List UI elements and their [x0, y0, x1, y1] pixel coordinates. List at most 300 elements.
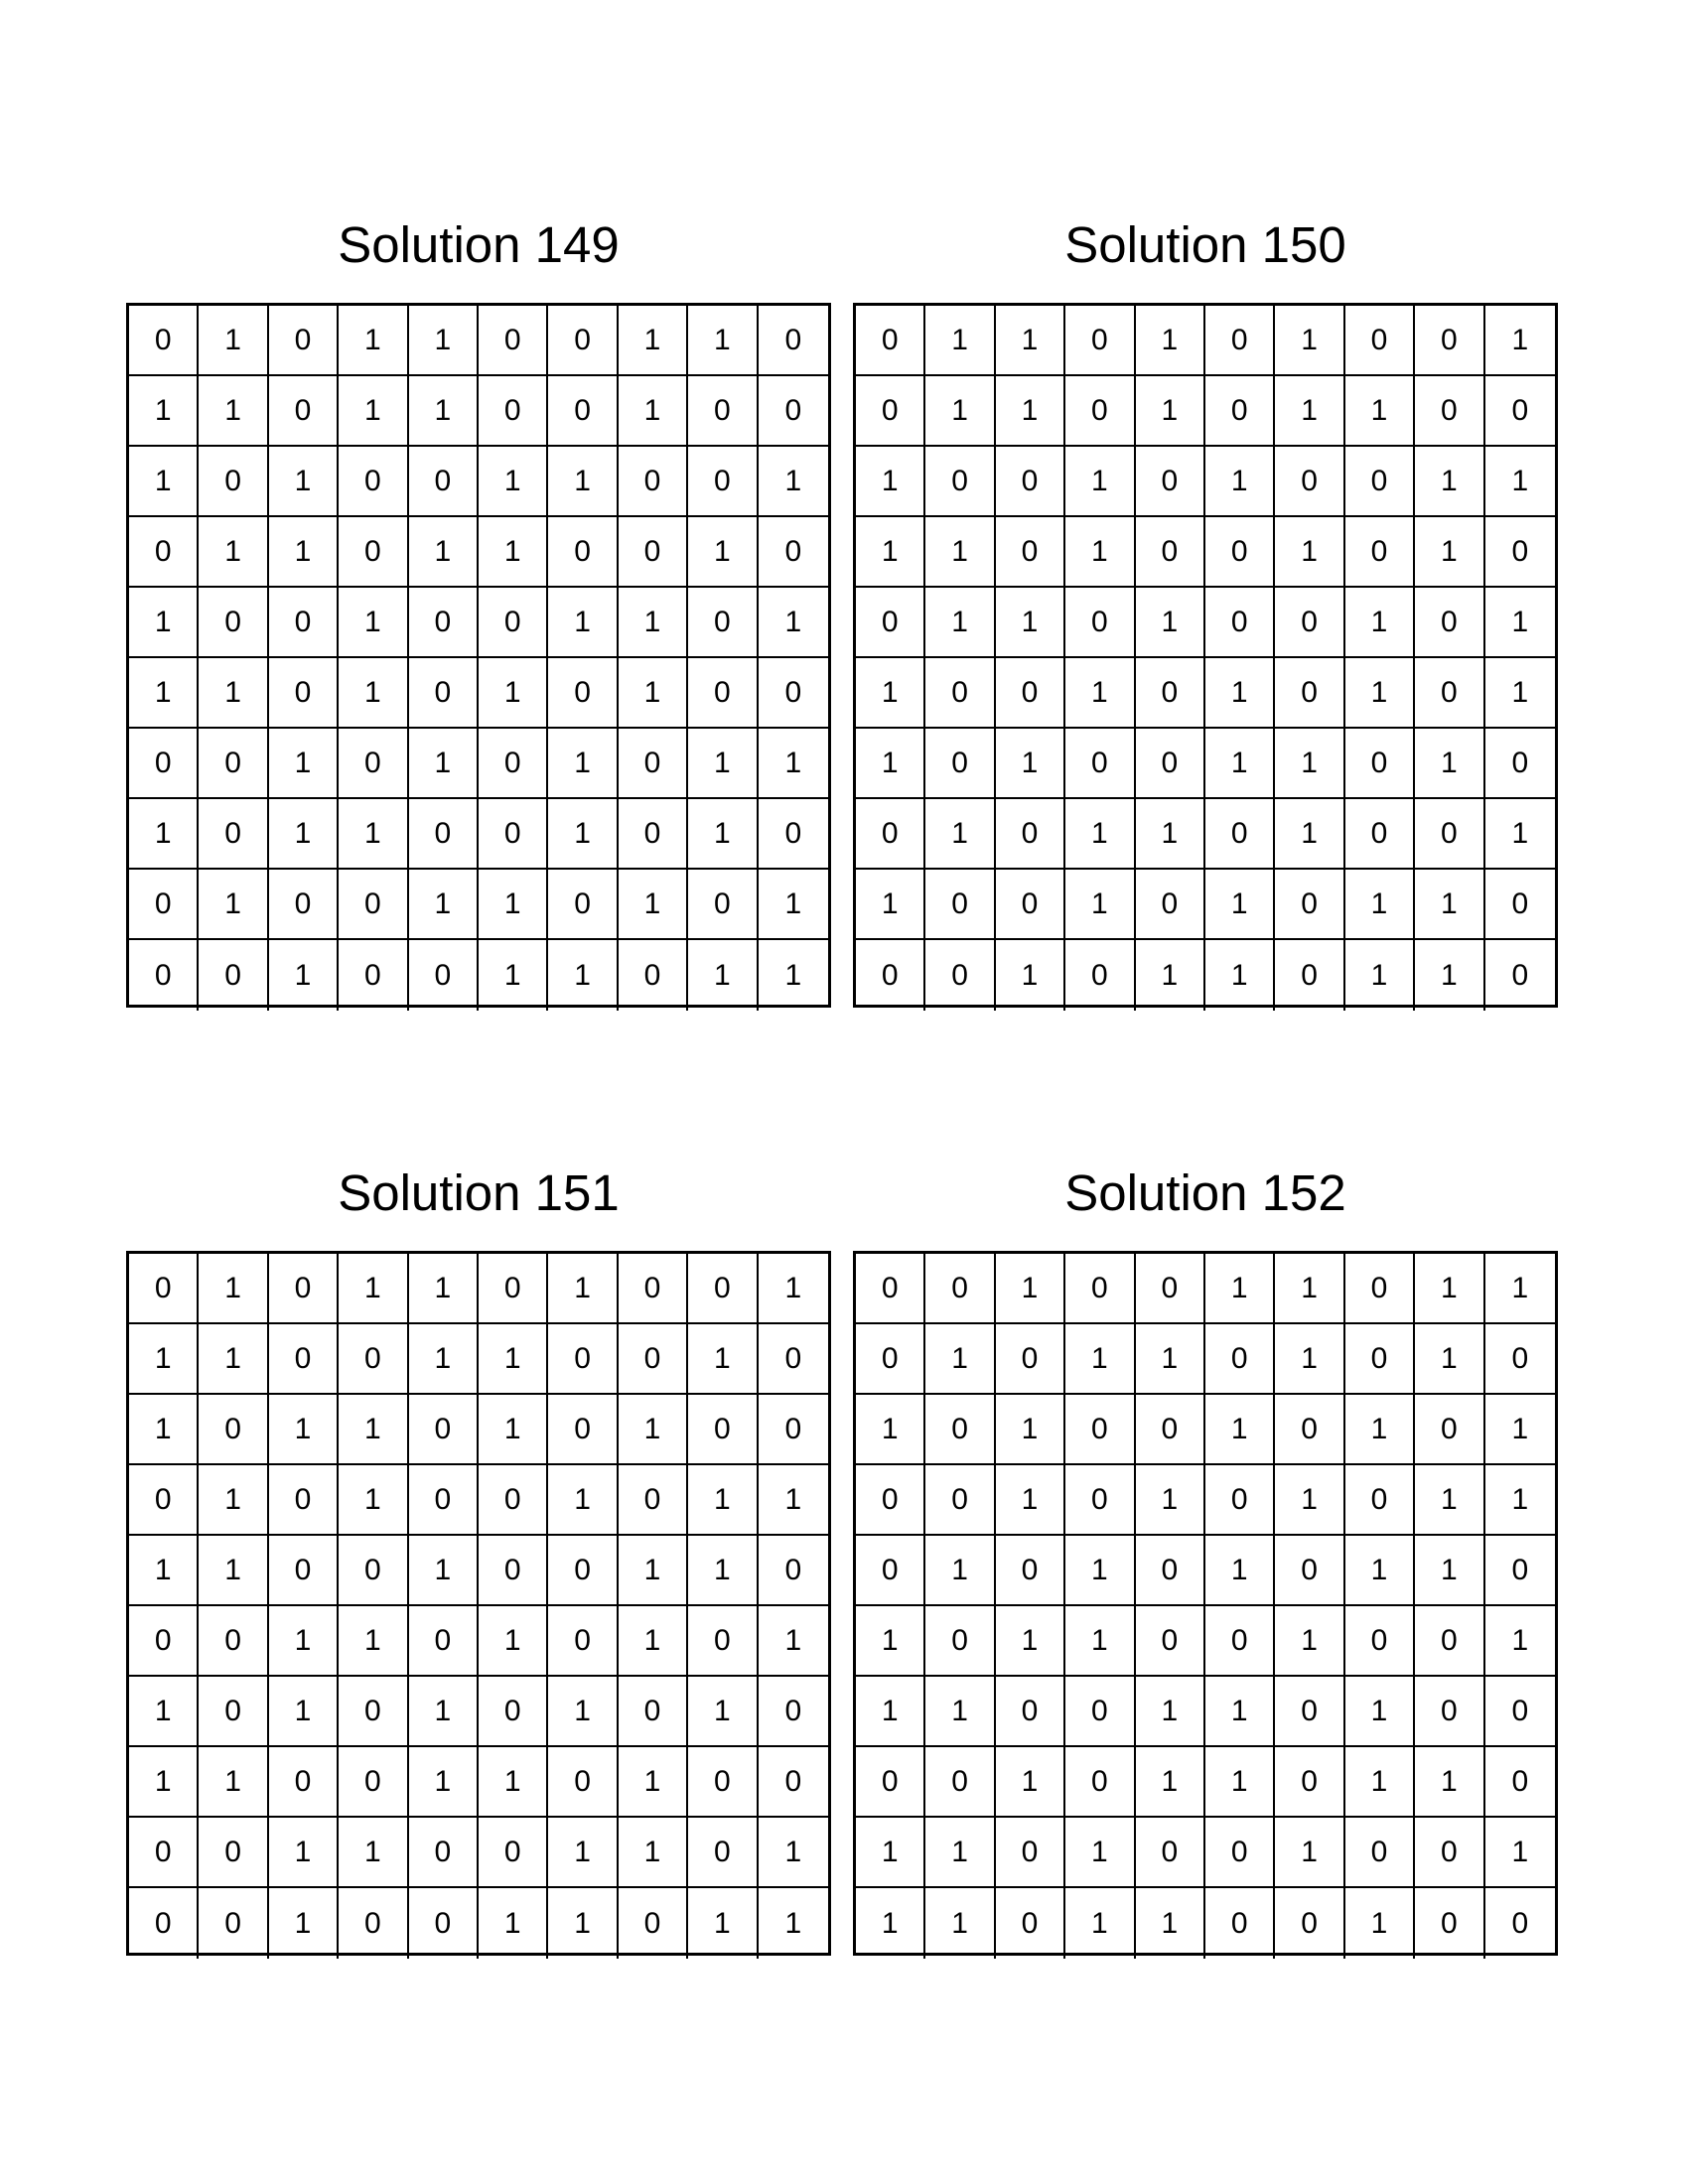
grid-cell: 1: [1275, 517, 1344, 588]
grid-cell: 1: [269, 1395, 339, 1465]
grid-cell: 0: [619, 940, 688, 1011]
grid-cell: 0: [129, 517, 199, 588]
grid-cell: 0: [479, 376, 548, 447]
grid-cell: 0: [856, 306, 925, 376]
puzzle-solution-150: [853, 213, 1558, 1008]
grid-cell: 0: [688, 1395, 758, 1465]
grid-cell: 0: [409, 1465, 479, 1536]
grid-cell: 0: [548, 1324, 618, 1395]
grid-cell: 0: [759, 376, 828, 447]
grid-cell: 0: [1136, 447, 1205, 517]
grid-cell: 0: [688, 1747, 758, 1818]
grid-cell: 0: [409, 1606, 479, 1677]
grid-cell: 1: [1136, 1324, 1205, 1395]
grid-cell: 0: [1485, 376, 1555, 447]
grid-cell: 0: [1345, 306, 1415, 376]
grid-cell: 1: [129, 447, 199, 517]
grid-cell: 1: [269, 940, 339, 1011]
grid-cell: 1: [1485, 658, 1555, 729]
grid-cell: 1: [548, 1465, 618, 1536]
grid-cell: 1: [856, 658, 925, 729]
grid-cell: 1: [339, 588, 408, 658]
grid-cell: 1: [856, 1606, 925, 1677]
grid-cell: 0: [1511, 1906, 1529, 1940]
grid-cell: 1: [1415, 1536, 1484, 1606]
grid-cell: 1: [759, 1254, 828, 1324]
grid-cell: 1: [129, 799, 199, 870]
grid-cell: 0: [129, 1888, 199, 1959]
grid-cell: 1: [1275, 1465, 1344, 1536]
grid-cell: 1: [129, 588, 199, 658]
grid-cell: 0: [409, 940, 479, 1011]
grid-cell: 1: [1415, 447, 1484, 517]
grid-cell: 1: [1345, 940, 1415, 1011]
grid-cell: 0: [1205, 376, 1275, 447]
grid-cell: 0: [925, 447, 995, 517]
grid-cell: 1: [759, 447, 828, 517]
grid-cell: 0: [925, 729, 995, 799]
grid-cell: 1: [548, 1254, 618, 1324]
grid-cell: 0: [1485, 1536, 1555, 1606]
grid-cell: 0: [1136, 1395, 1205, 1465]
grid-cell: 1: [548, 447, 618, 517]
grid-cell: 1: [409, 1254, 479, 1324]
grid-cell: 0: [1136, 517, 1205, 588]
grid-cell: 1: [1415, 729, 1484, 799]
grid-cell: 0: [339, 940, 408, 1011]
grid-cell: 0: [129, 306, 199, 376]
grid-cell: 1: [1205, 1395, 1275, 1465]
grid-cell: 1: [759, 1818, 828, 1888]
grid-cell: 1: [1136, 799, 1205, 870]
grid-cell: 0: [1485, 517, 1555, 588]
grid-cell: 0: [339, 517, 408, 588]
grid-cell: 0: [339, 1324, 408, 1395]
grid-cell: 1: [409, 1747, 479, 1818]
grid-cell: 1: [1275, 1818, 1344, 1888]
grid-cell: 1: [1136, 376, 1205, 447]
grid-cell: 1: [996, 306, 1065, 376]
grid-cell: 0: [759, 1677, 828, 1747]
grid-cell: 0: [129, 940, 199, 1011]
grid-cell: 1: [1205, 447, 1275, 517]
grid-cell: 1: [688, 1536, 758, 1606]
grid-cell: 1: [1345, 1888, 1415, 1959]
grid-cell: 1: [619, 1395, 688, 1465]
grid-cell: 0: [129, 1818, 199, 1888]
grid-cell: 1: [784, 1906, 802, 1940]
grid-cell: 1: [1485, 1818, 1555, 1888]
grid-cell: 0: [269, 658, 339, 729]
grid-cell: 1: [479, 1888, 548, 1959]
grid-cell: 0: [1415, 1606, 1484, 1677]
grid-cell: 0: [479, 1536, 548, 1606]
grid-cell: 0: [409, 1818, 479, 1888]
grid-cell: 0: [199, 588, 268, 658]
grid-cell: 0: [199, 1818, 268, 1888]
grid-cell: 1: [199, 1747, 268, 1818]
grid-cell: 1: [548, 1677, 618, 1747]
grid-cell: 0: [688, 588, 758, 658]
grid-cell: 1: [409, 870, 479, 940]
grid-cell: 0: [199, 799, 268, 870]
grid-cell: 0: [1345, 1606, 1415, 1677]
grid-cell: 0: [688, 1254, 758, 1324]
grid-cell: 1: [129, 1536, 199, 1606]
grid-cell: 0: [925, 1395, 995, 1465]
grid-cell: 0: [548, 376, 618, 447]
grid-cell: 1: [479, 1747, 548, 1818]
grid-cell: 0: [1065, 376, 1135, 447]
grid-cell: 1: [856, 870, 925, 940]
grid-cell: 1: [925, 1536, 995, 1606]
grid-cell: 0: [479, 306, 548, 376]
grid-cell: 0: [925, 658, 995, 729]
grid-cell: 0: [199, 1395, 268, 1465]
grid-cell: 0: [548, 1536, 618, 1606]
puzzle-grid: [853, 1251, 1558, 1956]
grid-cell: 1: [199, 1324, 268, 1395]
grid-cell: 0: [1275, 1677, 1344, 1747]
grid-cell: 0: [1136, 1606, 1205, 1677]
grid-cell: 0: [856, 588, 925, 658]
grid-cell: 0: [996, 517, 1065, 588]
grid-cell: 1: [479, 447, 548, 517]
grid-cell: 0: [996, 870, 1065, 940]
grid-cell: 0: [1275, 1536, 1344, 1606]
grid-cell: 1: [925, 799, 995, 870]
grid-cell: 1: [199, 1465, 268, 1536]
grid-cell: 1: [1065, 870, 1135, 940]
grid-cell: 0: [1415, 1395, 1484, 1465]
grid-cell: 1: [1136, 940, 1205, 1011]
grid-cell: 1: [129, 1677, 199, 1747]
grid-cell: 1: [856, 447, 925, 517]
grid-cell: 1: [759, 588, 828, 658]
grid-cell: 1: [548, 799, 618, 870]
grid-cell: 1: [339, 376, 408, 447]
grid-cell: 1: [1345, 588, 1415, 658]
grid-cell: 1: [339, 1254, 408, 1324]
grid-cell: 0: [548, 1606, 618, 1677]
grid-cell: 1: [1415, 1324, 1484, 1395]
grid-cell: 0: [996, 1888, 1065, 1959]
puzzle-title: Solution 151: [338, 1164, 620, 1221]
grid-cell: 0: [1136, 870, 1205, 940]
grid-cell: 0: [1485, 870, 1555, 940]
grid-cell: 0: [1275, 1888, 1344, 1959]
grid-cell: 0: [1275, 870, 1344, 940]
grid-cell: 1: [199, 1536, 268, 1606]
puzzle-solution-152: [853, 1161, 1558, 1956]
grid-cell: 1: [409, 729, 479, 799]
grid-cell: 0: [1485, 1747, 1555, 1818]
grid-cell: 0: [1415, 1677, 1484, 1747]
grid-cell: 1: [1065, 1536, 1135, 1606]
grid-cell: 1: [1415, 517, 1484, 588]
grid-cell: 1: [1065, 1606, 1135, 1677]
grid-cell: 0: [856, 940, 925, 1011]
grid-cell: 1: [688, 1324, 758, 1395]
grid-cell: 0: [759, 517, 828, 588]
grid-cell: 1: [996, 1465, 1065, 1536]
grid-cell: 0: [925, 1606, 995, 1677]
grid-cell: 0: [1485, 1677, 1555, 1747]
grid-cell: 1: [1485, 447, 1555, 517]
grid-cell: 1: [269, 447, 339, 517]
grid-cell: 1: [199, 658, 268, 729]
grid-cell: 0: [1065, 1395, 1135, 1465]
grid-cell: 1: [199, 306, 268, 376]
grid-cell: 0: [1205, 306, 1275, 376]
grid-cell: 0: [1345, 1254, 1415, 1324]
grid-cell: 0: [1275, 658, 1344, 729]
grid-cell: 1: [548, 940, 618, 1011]
puzzle-title: Solution 149: [338, 216, 620, 273]
grid-cell: 0: [856, 376, 925, 447]
grid-cell: 0: [688, 658, 758, 729]
grid-cell: 0: [479, 729, 548, 799]
grid-cell: 0: [548, 1747, 618, 1818]
grid-cell: 1: [1205, 658, 1275, 729]
grid-cell: 0: [759, 658, 828, 729]
grid-cell: 0: [1065, 1465, 1135, 1536]
grid-cell: 0: [1275, 588, 1344, 658]
grid-cell: 0: [1065, 729, 1135, 799]
grid-cell: 0: [925, 1747, 995, 1818]
grid-cell: 1: [688, 306, 758, 376]
grid-cell: 0: [759, 306, 828, 376]
grid-cell: 0: [1345, 1465, 1415, 1536]
grid-cell: 1: [925, 376, 995, 447]
grid-cell: 1: [269, 799, 339, 870]
grid-cell: 0: [996, 1677, 1065, 1747]
grid-cell: 0: [856, 1324, 925, 1395]
grid-cell: 1: [1275, 376, 1344, 447]
grid-cell: 1: [925, 1818, 995, 1888]
grid-cell: 1: [548, 729, 618, 799]
grid-cell: 1: [759, 1465, 828, 1536]
grid-cell: 0: [1511, 958, 1529, 992]
grid-cell: 1: [269, 729, 339, 799]
grid-cell: 1: [688, 1888, 758, 1959]
grid-cell: 0: [409, 799, 479, 870]
grid-cell: 1: [129, 376, 199, 447]
grid-cell: 1: [199, 1254, 268, 1324]
grid-cell: 0: [996, 1324, 1065, 1395]
grid-cell: 1: [619, 1747, 688, 1818]
grid-cell: 1: [856, 1677, 925, 1747]
grid-cell: 1: [925, 1677, 995, 1747]
grid-cell: 0: [269, 1254, 339, 1324]
grid-cell: 0: [1205, 1818, 1275, 1888]
grid-cell: 0: [688, 870, 758, 940]
grid-cell: 1: [1065, 799, 1135, 870]
grid-cell: 0: [1275, 940, 1344, 1011]
grid-cell: 1: [1485, 1606, 1555, 1677]
grid-cell: 1: [1205, 1254, 1275, 1324]
grid-cell: 1: [996, 588, 1065, 658]
grid-cell: 0: [1065, 306, 1135, 376]
puzzle-grid: [126, 1251, 831, 1956]
grid-cell: 0: [856, 1747, 925, 1818]
grid-cell: 1: [619, 306, 688, 376]
grid-cell: 0: [339, 1888, 408, 1959]
grid-cell: 0: [1136, 729, 1205, 799]
grid-cell: 0: [1275, 447, 1344, 517]
grid-cell: 1: [856, 1888, 925, 1959]
grid-cell: 0: [199, 940, 268, 1011]
grid-cell: 0: [1415, 1818, 1484, 1888]
grid-cell: 0: [409, 1888, 479, 1959]
grid-cell: 0: [1065, 588, 1135, 658]
grid-cell: 0: [688, 376, 758, 447]
grid-cell: 1: [925, 1324, 995, 1395]
grid-cell: 0: [269, 870, 339, 940]
grid-cell: 0: [269, 1324, 339, 1395]
grid-cell: 0: [996, 1536, 1065, 1606]
grid-cell: 1: [409, 1536, 479, 1606]
grid-cell: 1: [1345, 1747, 1415, 1818]
grid-cell: 1: [996, 1254, 1065, 1324]
grid-cell: 0: [548, 306, 618, 376]
grid-cell: 1: [925, 1888, 995, 1959]
grid-cell: 0: [688, 1606, 758, 1677]
grid-cell: 1: [1205, 1747, 1275, 1818]
grid-cell: 0: [1065, 1747, 1135, 1818]
grid-cell: 0: [409, 658, 479, 729]
grid-cell: 0: [409, 588, 479, 658]
grid-cell: 1: [269, 1888, 339, 1959]
grid-cell: 1: [409, 306, 479, 376]
grid-cell: 1: [1065, 1818, 1135, 1888]
grid-cell: 1: [784, 958, 802, 992]
grid-cell: 0: [619, 1888, 688, 1959]
grid-cell: 0: [759, 799, 828, 870]
grid-cell: 1: [129, 658, 199, 729]
puzzle-grid: [853, 303, 1558, 1008]
puzzle-title: Solution 150: [1064, 216, 1346, 273]
grid-cell: 1: [199, 376, 268, 447]
grid-cell: 1: [339, 1395, 408, 1465]
grid-cell: 0: [619, 729, 688, 799]
grid-cell: 0: [925, 1465, 995, 1536]
grid-cell: 0: [199, 1888, 268, 1959]
grid-cell: 0: [548, 1395, 618, 1465]
grid-cell: 0: [479, 1818, 548, 1888]
grid-cell: 0: [1415, 588, 1484, 658]
grid-cell: 0: [1415, 376, 1484, 447]
grid-cell: 1: [1275, 799, 1344, 870]
grid-cell: 1: [548, 1818, 618, 1888]
grid-cell: 1: [269, 1677, 339, 1747]
grid-cell: 0: [925, 1254, 995, 1324]
grid-cell: 1: [996, 376, 1065, 447]
grid-cell: 1: [619, 870, 688, 940]
grid-cell: 0: [996, 658, 1065, 729]
grid-cell: 1: [619, 1606, 688, 1677]
grid-cell: 1: [856, 1818, 925, 1888]
grid-cell: 1: [925, 306, 995, 376]
grid-cell: 0: [1345, 1818, 1415, 1888]
grid-cell: 1: [1275, 729, 1344, 799]
grid-cell: 1: [688, 729, 758, 799]
grid-cell: 1: [479, 870, 548, 940]
grid-cell: 1: [1205, 870, 1275, 940]
grid-cell: 1: [1485, 799, 1555, 870]
grid-cell: 1: [1065, 1888, 1135, 1959]
grid-cell: 0: [996, 1818, 1065, 1888]
grid-cell: 1: [1485, 1465, 1555, 1536]
grid-cell: 0: [759, 1536, 828, 1606]
grid-cell: 1: [1485, 588, 1555, 658]
grid-cell: 0: [759, 1395, 828, 1465]
grid-cell: 1: [996, 940, 1065, 1011]
grid-cell: 1: [1345, 1536, 1415, 1606]
grid-cell: 1: [1345, 376, 1415, 447]
grid-cell: 1: [759, 729, 828, 799]
grid-cell: 0: [199, 447, 268, 517]
grid-cell: 0: [199, 1677, 268, 1747]
grid-cell: 1: [199, 517, 268, 588]
grid-cell: 0: [1205, 517, 1275, 588]
grid-cell: 1: [619, 1818, 688, 1888]
grid-cell: 1: [1345, 1395, 1415, 1465]
grid-cell: 1: [1415, 1465, 1484, 1536]
grid-cell: 1: [759, 870, 828, 940]
grid-cell: 1: [479, 517, 548, 588]
grid-cell: 0: [1275, 1747, 1344, 1818]
grid-cell: 1: [925, 588, 995, 658]
grid-cell: 1: [1415, 870, 1484, 940]
grid-cell: 1: [1275, 1606, 1344, 1677]
grid-cell: 1: [339, 1606, 408, 1677]
grid-cell: 0: [619, 517, 688, 588]
grid-cell: 1: [339, 306, 408, 376]
grid-cell: 1: [1415, 1747, 1484, 1818]
grid-cell: 0: [479, 1254, 548, 1324]
grid-cell: 0: [269, 1747, 339, 1818]
grid-cell: 1: [856, 1395, 925, 1465]
grid-cell: 1: [269, 1606, 339, 1677]
grid-cell: 1: [1136, 1465, 1205, 1536]
grid-cell: 0: [548, 870, 618, 940]
grid-cell: 1: [619, 658, 688, 729]
grid-cell: 0: [1415, 1888, 1484, 1959]
grid-cell: 0: [548, 658, 618, 729]
grid-cell: 1: [996, 729, 1065, 799]
grid-cell: 1: [548, 1888, 618, 1959]
grid-cell: 0: [129, 729, 199, 799]
grid-cell: 0: [1205, 588, 1275, 658]
grid-cell: 1: [339, 658, 408, 729]
grid-cell: 1: [479, 1324, 548, 1395]
grid-cell: 1: [1485, 1254, 1555, 1324]
grid-cell: 1: [619, 376, 688, 447]
grid-cell: 0: [1205, 799, 1275, 870]
grid-cell: 1: [688, 1677, 758, 1747]
grid-cell: 0: [1136, 1254, 1205, 1324]
grid-cell: 0: [269, 588, 339, 658]
grid-cell: 0: [479, 799, 548, 870]
grid-cell: 0: [1345, 799, 1415, 870]
grid-cell: 1: [129, 1747, 199, 1818]
grid-cell: 0: [269, 306, 339, 376]
grid-cell: 0: [1415, 306, 1484, 376]
grid-cell: 0: [479, 588, 548, 658]
grid-cell: 1: [1136, 1888, 1205, 1959]
grid-cell: 0: [619, 1465, 688, 1536]
